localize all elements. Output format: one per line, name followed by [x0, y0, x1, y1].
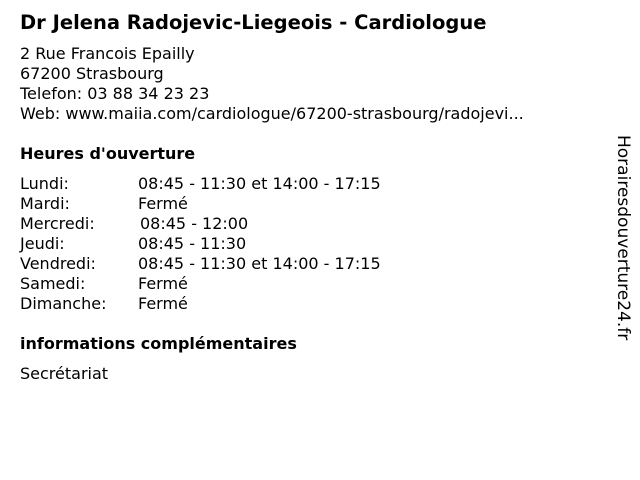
site-watermark: Horairesdouverture24.fr: [613, 135, 633, 341]
phone-number: Telefon: 03 88 34 23 23: [20, 84, 210, 103]
day-label: Dimanche:: [20, 294, 107, 313]
time-value: 08:45 - 11:30 et 14:00 - 17:15: [138, 174, 381, 193]
time-value: 08:45 - 11:30: [138, 234, 247, 253]
day-label: Jeudi:: [20, 234, 65, 253]
time-value: Fermé: [138, 194, 188, 213]
day-label: Mercredi:: [20, 214, 95, 233]
day-label: Vendredi:: [20, 254, 96, 273]
day-label: Samedi:: [20, 274, 86, 293]
address-block: [20, 44, 524, 124]
day-label: Lundi:: [20, 174, 69, 193]
time-value: Fermé: [138, 294, 188, 313]
opening-hours-heading: Heures d'ouverture: [20, 144, 196, 163]
time-value: 08:45 - 11:30 et 14:00 - 17:15: [138, 254, 381, 273]
page-title: Dr Jelena Radojevic-Liegeois - Cardiologue: [20, 11, 487, 34]
time-value: 08:45 - 12:00: [140, 214, 249, 233]
time-value: Fermé: [138, 274, 188, 293]
additional-info-heading: informations complémentaires: [20, 334, 297, 353]
additional-info-text: Secrétariat: [20, 364, 109, 383]
website-link[interactable]: Web: www.maiia.com/cardiologue/67200-strasbourg/radojevi...: [20, 104, 524, 123]
street-address: 2 Rue Francois Epailly: [20, 44, 195, 63]
city-postal: 67200 Strasbourg: [20, 64, 164, 83]
day-label: Mardi:: [20, 194, 70, 213]
